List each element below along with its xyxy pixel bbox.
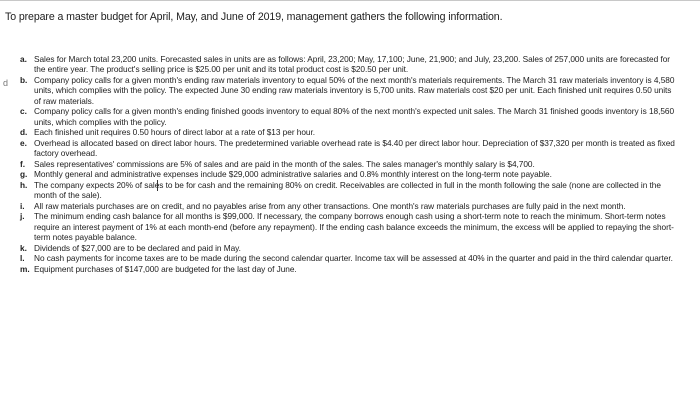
list-item-l bbox=[20, 253, 678, 263]
item-text-end: to be for cash and the remaining 80% on credit. Receivables are collected in full in the month following the sale (none are collected in the month of the sale). bbox=[34, 179, 661, 201]
list-item-b bbox=[20, 75, 678, 106]
item-text: Company policy calls for a given month's ending finished goods inventory to equal 80% of the next month's expected unit sales. The March 31 finished goods inventory is 18,560 units, which complies with the policy. bbox=[34, 106, 675, 127]
item-letter: j. bbox=[20, 211, 25, 222]
item-text: Each finished unit requires 0.50 hours of direct labor at a rate of $13 per hour. bbox=[34, 127, 315, 138]
list-item-a bbox=[20, 54, 678, 75]
item-letter: m. bbox=[20, 263, 30, 274]
item-letter: i. bbox=[20, 200, 25, 211]
item-letter: f. bbox=[20, 158, 25, 169]
item-text: Company policy calls for a given month's ending raw materials inventory to equal 50% of the next month's materials requirements. The March 31 raw materials inventory is 4,580 units, which complies with the policy. The expected June 30 ending raw materials inventory is 5,700 units. Raw materials cost $20 per unit. Each finished unit requires 0.50 units of raw materials. bbox=[34, 74, 675, 106]
top-border bbox=[0, 0, 700, 1]
item-text: The minimum ending cash balance for all months is $99,000. If necessary, the company borrows enough cash using a short-term note to reach the minimum. Short-term notes require an interest payment of 1% at each month-end (before any repayment). If the ending cash balance exceeds the minimum, the excess will be applied to repaying the short-term notes payable balance. bbox=[34, 211, 674, 243]
item-letter: e. bbox=[20, 137, 27, 148]
item-letter: g. bbox=[20, 169, 28, 180]
item-letter: k. bbox=[20, 242, 27, 253]
item-text: Monthly general and administrative expenses include $29,000 administrative salaries and 0.8% monthly interest on the long-term note payable. bbox=[34, 169, 552, 180]
list-item-i bbox=[20, 201, 678, 211]
item-text: Equipment purchases of $147,000 are budgeted for the last day of June. bbox=[34, 263, 297, 274]
item-text: No cash payments for income taxes are to be made during the second calendar quarter. Income tax will be assessed at 40% in the quarter and paid in the third calendar quarter. bbox=[34, 253, 673, 264]
item-letter: c. bbox=[20, 106, 27, 117]
list-item-e bbox=[20, 138, 678, 159]
list-item-m bbox=[20, 264, 678, 274]
list-item-h bbox=[20, 180, 678, 201]
item-letter: a. bbox=[20, 54, 27, 64]
item-text: Sales for March total 23,200 units. Forecasted sales in units are as follows: April, 23,200; May, 17,100; June, 21,900; and July, 23,200. Sales of 257,000 units are forecasted for the entire year. The product's selling price is $25.00 per unit and its total product cost is $20.50 per unit. bbox=[34, 54, 670, 75]
item-text-start: The company expects 20% of sales bbox=[34, 179, 164, 190]
list-item-g bbox=[20, 169, 678, 179]
item-text: Dividends of $27,000 are to be declared and paid in May. bbox=[34, 242, 241, 253]
item-text: Sales representatives' commissions are 5% of sales and are paid in the month of the sales. The sales manager's monthly salary is $4,700. bbox=[34, 158, 535, 169]
list-item-c bbox=[20, 106, 678, 127]
item-letter: d. bbox=[20, 127, 28, 138]
item-text: Overhead is allocated based on direct labor hours. The predetermined variable overhead rate is $4.40 per direct labor hour. Depreciation of $37,320 per month is treated as fixed factory overhead. bbox=[34, 137, 675, 159]
item-text: All raw materials purchases are on credit, and no payables arise from any other transactions. One month's raw materials purchases are fully paid in the next month. bbox=[34, 200, 626, 211]
margin-mark: d bbox=[3, 78, 9, 88]
information-list bbox=[20, 54, 678, 274]
item-letter: b. bbox=[20, 74, 28, 85]
item-letter: h. bbox=[20, 179, 28, 190]
intro-text: To prepare a master budget for April, May, and June of 2019, management gathers the following information. bbox=[5, 11, 503, 23]
list-item-f bbox=[20, 159, 678, 169]
list-item-d bbox=[20, 127, 678, 137]
list-item-k bbox=[20, 243, 678, 253]
list-item-j bbox=[20, 211, 678, 242]
item-letter: l. bbox=[20, 253, 25, 264]
